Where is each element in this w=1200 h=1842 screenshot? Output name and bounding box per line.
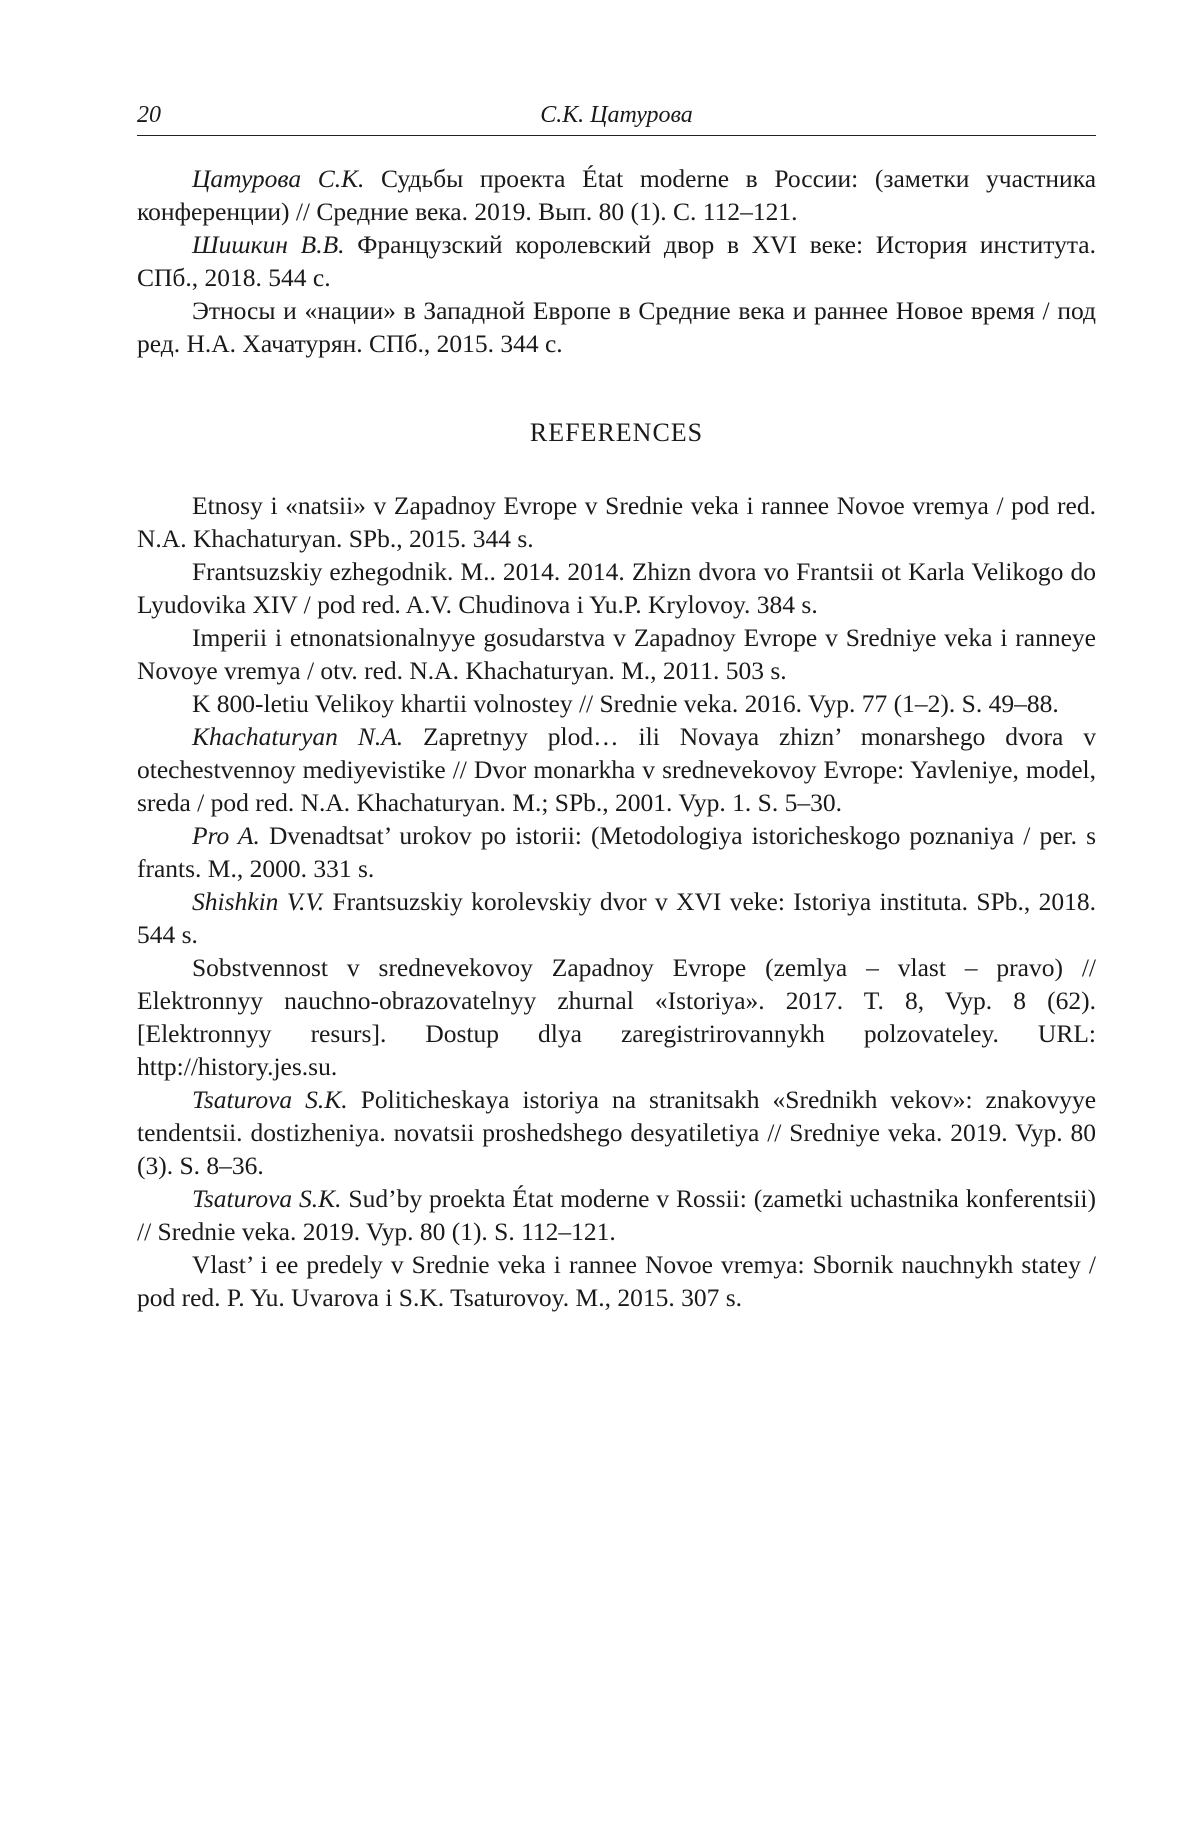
reference-entry (137, 885, 1096, 951)
reference-entry (137, 720, 1096, 819)
bibliography-entry (137, 162, 1096, 228)
reference-entry (137, 621, 1096, 687)
russian-bibliography (137, 162, 1096, 360)
entry-author: Tsaturova S.K. (192, 1085, 348, 1114)
page (137, 95, 1096, 1314)
entry-text: Vlast’ i ee predely v Srednie veka i rannee Novoe vremya: Sbornik nauchnykh statey / pod red. P. Yu. Uvarova i S.K. Tsaturovoy. M., 2015. 307 s. (137, 1250, 1096, 1312)
entry-text: Dvenadtsat’ urokov po istorii: (Metodologiya istoricheskogo poznaniya / per. s frants. M., 2000. 331 s. (137, 821, 1096, 883)
entry-text: Imperii i etnonatsionalnyye gosudarstva v Zapadnoy Evrope v Sredniye veka i ranneye Novoye vremya / otv. red. N.A. Khachaturyan. M., 2011. 503 s. (137, 623, 1096, 685)
entry-author: Pro A. (192, 821, 260, 850)
entry-text: Zapretnyy plod… ili Novaya zhizn’ monarshego dvora v otechestvennoy mediyevistike // Dvor monarkha v srednevekovoy Evrope: Yavleniye, model, sreda / pod red. N.A. Khachaturyan. M.; SPb., 2001. Vyp. 1. S. 5–30. (137, 722, 1096, 817)
entry-text: Sobstvennost v srednevekovoy Zapadnoy Evrope (zemlya – vlast – pravo) // Elektronnyy nauchno-obrazovatelnyy zhurnal «Istoriya». 2017. T. 8, Vyp. 8 (62). [Elektronnyy resurs]. Dostup dlya zaregistrirovannykh polzovateley. URL: http://history.jes.su. (137, 953, 1096, 1081)
entry-text: Etnosy i «natsii» v Zapadnoy Evrope v Srednie veka i rannee Novoe vremya / pod red. N.A. Khachaturyan. SPb., 2015. 344 s. (137, 491, 1096, 553)
header-rule (137, 135, 1096, 136)
entry-author: Khachaturyan N.A. (192, 722, 403, 751)
entry-author: Tsaturova S.K. (192, 1184, 342, 1213)
running-head (137, 95, 1096, 135)
entry-text: Этносы и «нации» в Западной Европе в Средние века и раннее Новое время / под ред. Н.А. Хачатурян. СПб., 2015. 344 с. (137, 296, 1096, 358)
running-head-author: С.К. Цатурова (137, 95, 1096, 135)
bibliography-entry (137, 228, 1096, 294)
reference-entry (137, 489, 1096, 555)
entry-text: Politicheskaya istoriya na stranitsakh «Srednikh vekov»: znakovyye tendentsii. dostizheniya. novatsii proshedshego desyatiletiya // Sredniye veka. 2019. Vyp. 80 (3). S. 8–36. (137, 1085, 1096, 1180)
references-heading: REFERENCES (137, 416, 1096, 449)
reference-entry (137, 819, 1096, 885)
reference-entry (137, 1083, 1096, 1182)
entry-text: K 800-letiu Velikoy khartii volnostey // Srednie veka. 2016. Vyp. 77 (1–2). S. 49–88. (192, 689, 1059, 718)
reference-entry (137, 1182, 1096, 1248)
reference-entry (137, 951, 1096, 1083)
reference-entry (137, 555, 1096, 621)
page-number: 20 (137, 95, 161, 135)
entry-author: Шишкин В.В. (192, 230, 345, 259)
reference-entry (137, 687, 1096, 720)
entry-text: Французский королевский двор в XVI веке: История института. СПб., 2018. 544 с. (137, 230, 1096, 292)
references-list (137, 489, 1096, 1314)
entry-author: Цатурова С.К. (192, 164, 364, 193)
entry-text: Frantsuzskiy ezhegodnik. M.. 2014. 2014. Zhizn dvora vo Frantsii ot Karla Velikogo do Lyudovika XIV / pod red. A.V. Chudinova i Yu.P. Krylovoy. 384 s. (137, 557, 1096, 619)
entry-author: Shishkin V.V. (192, 887, 324, 916)
entry-text: Судьбы проекта État moderne в России: (заметки участника конференции) // Средние века. 2019. Вып. 80 (1). С. 112–121. (137, 164, 1096, 226)
bibliography-entry (137, 294, 1096, 360)
entry-text: Frantsuzskiy korolevskiy dvor v XVI veke: Istoriya instituta. SPb., 2018. 544 s. (137, 887, 1096, 949)
entry-text: Sud’by proekta État moderne v Rossii: (zametki uchastnika konferentsii) // Srednie veka. 2019. Vyp. 80 (1). S. 112–121. (137, 1184, 1096, 1246)
reference-entry (137, 1248, 1096, 1314)
